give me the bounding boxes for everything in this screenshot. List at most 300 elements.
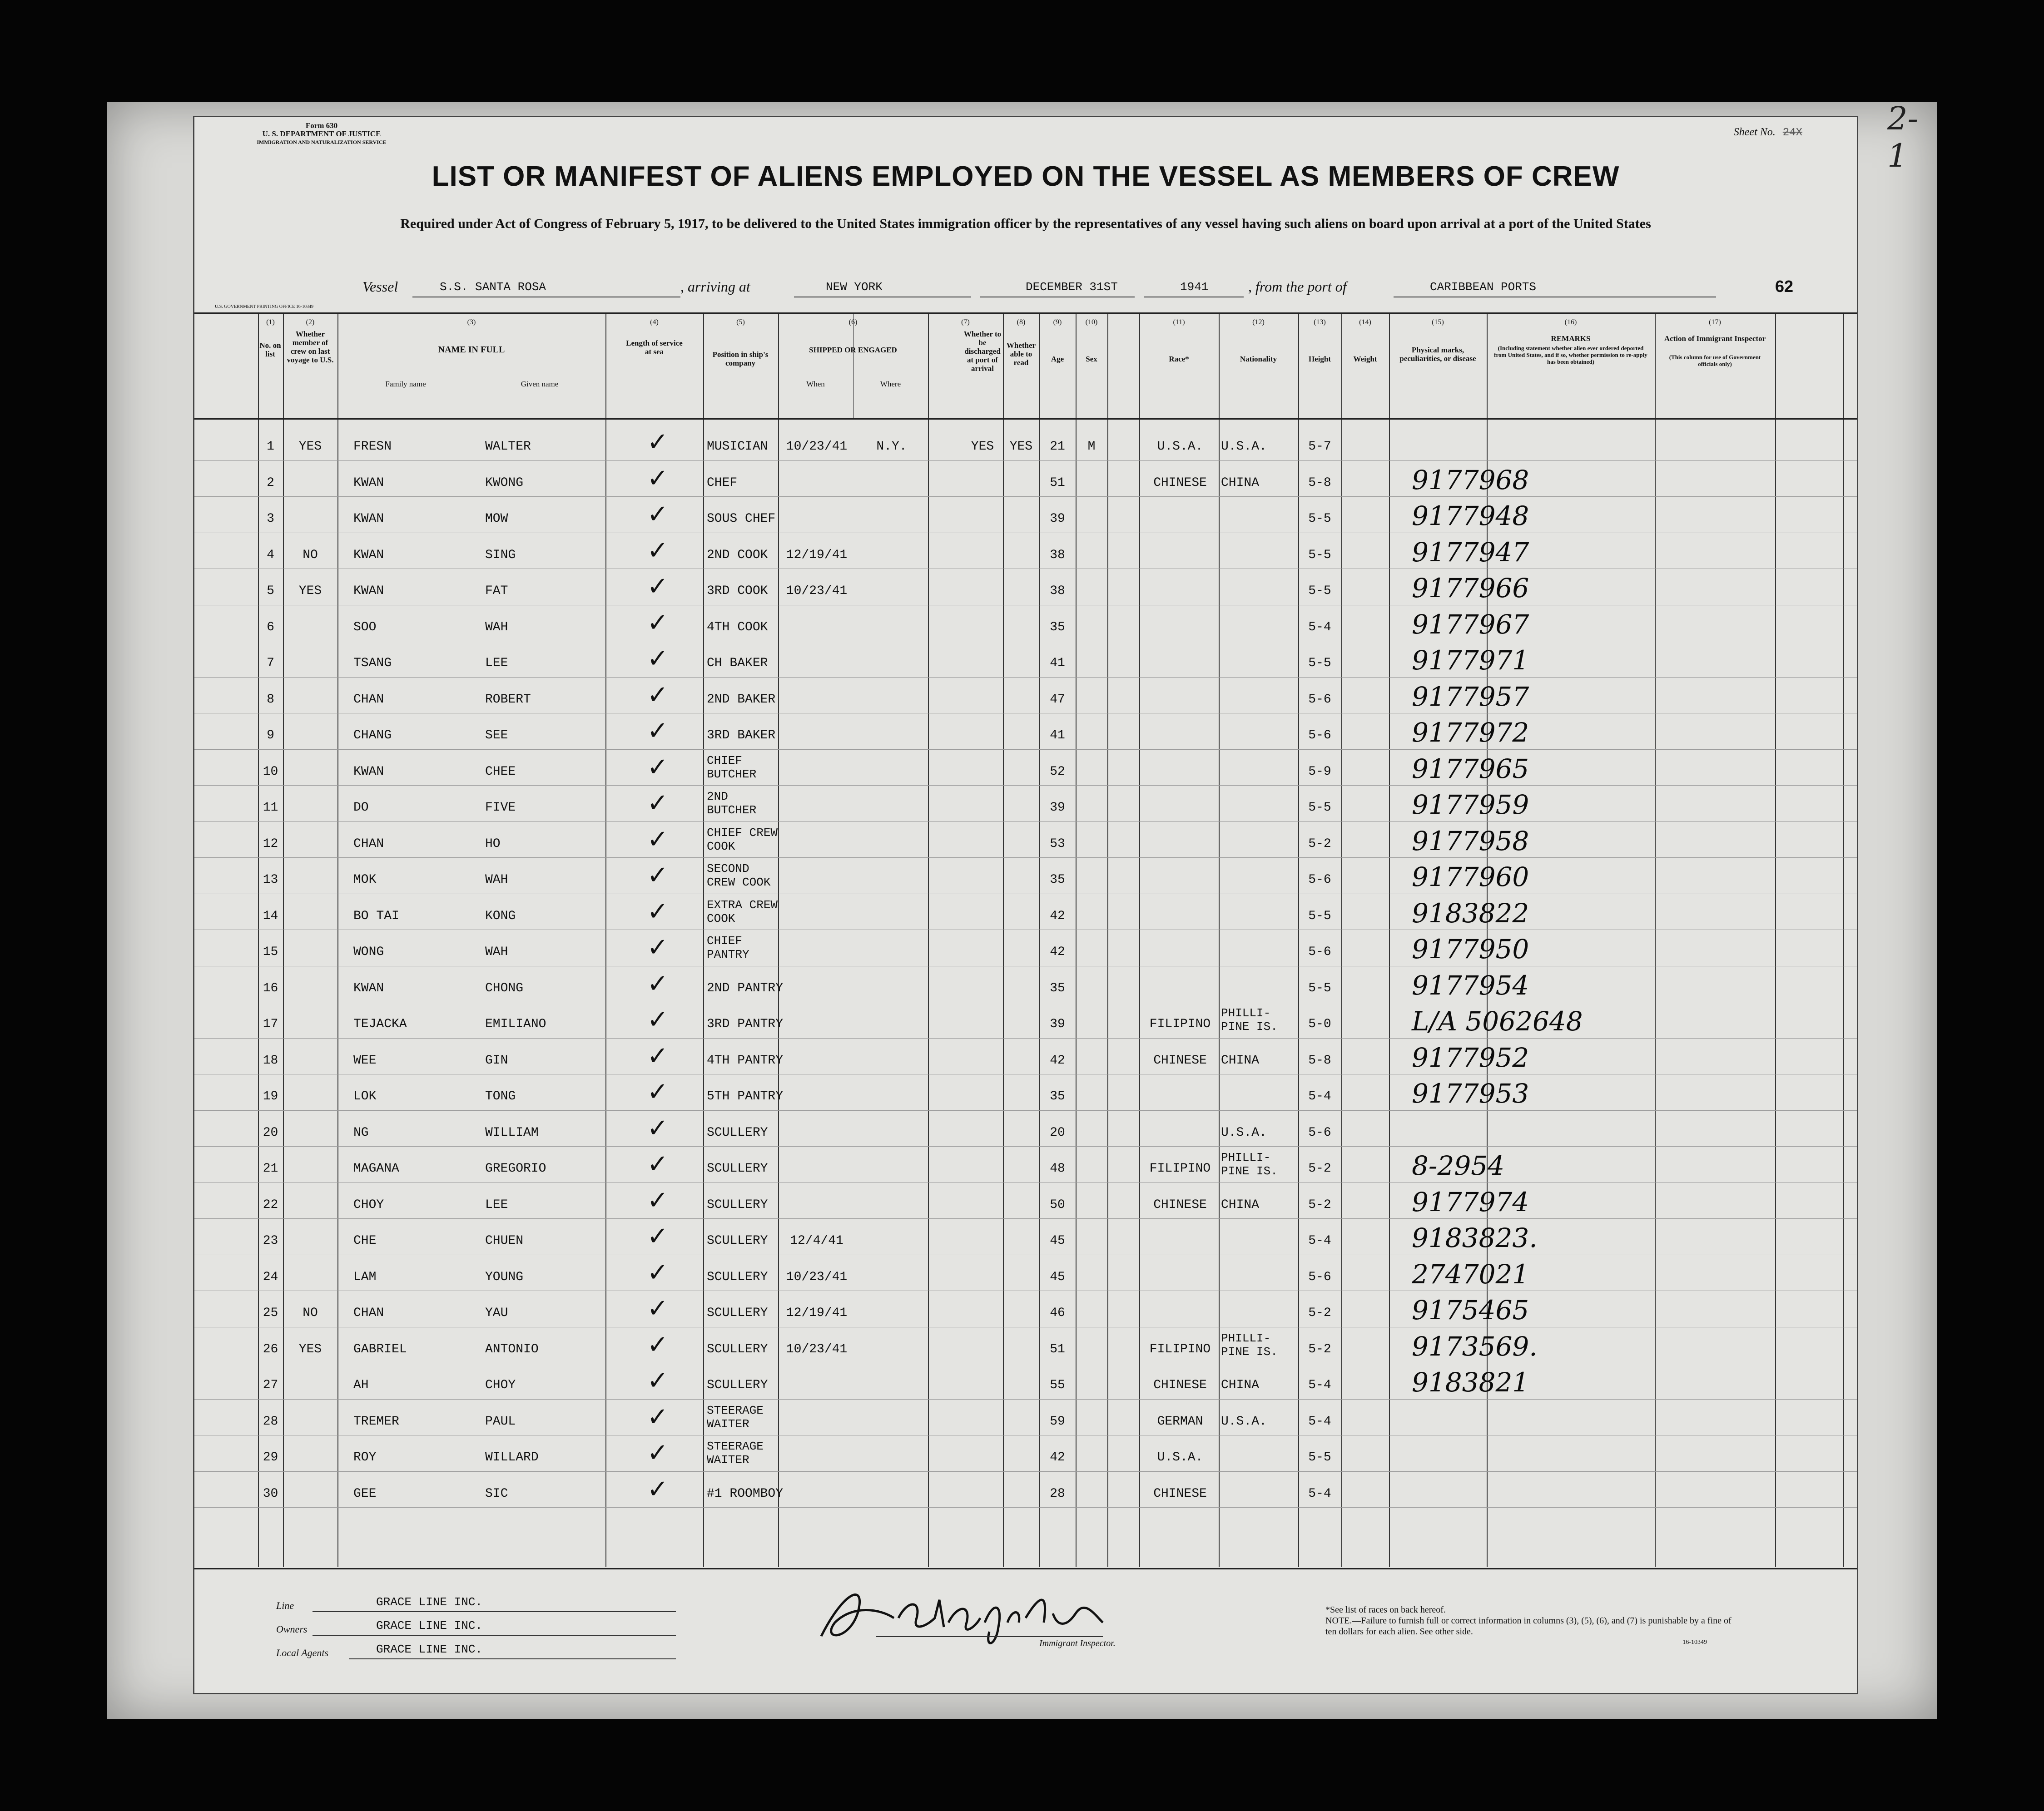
- position: SCULLERY: [707, 1306, 768, 1320]
- family-name: LOK: [353, 1089, 377, 1103]
- service-check: ✓: [647, 572, 669, 601]
- service-check: ✓: [647, 933, 669, 962]
- age: 45: [1050, 1270, 1065, 1284]
- table-row: [194, 1328, 1857, 1364]
- printer-note: U.S. GOVERNMENT PRINTING OFFICE 16-10349: [215, 304, 314, 309]
- service-check: ✓: [647, 644, 669, 673]
- given-name: WALTER: [485, 440, 531, 454]
- given-name: GREGORIO: [485, 1162, 546, 1176]
- remark-number: 9177950: [1412, 934, 1529, 965]
- row-number: 12: [263, 836, 278, 851]
- form-number: Form 630: [305, 121, 338, 130]
- crew-table: [194, 312, 1857, 1567]
- given-name: CHEE: [485, 764, 516, 779]
- age: 42: [1050, 909, 1065, 923]
- service-check: ✓: [647, 1330, 669, 1360]
- position: 3RD COOK: [707, 584, 768, 598]
- col-2-number: (2): [306, 318, 315, 326]
- position: CHIEF PANTRY: [707, 934, 749, 961]
- service-check: ✓: [647, 500, 669, 529]
- given-name: FAT: [485, 584, 508, 598]
- position: #1 ROOMBOY: [707, 1486, 784, 1501]
- given-name: SING: [485, 548, 516, 562]
- position: STEERAGE WAITER: [707, 1403, 764, 1431]
- table-row: [194, 1364, 1857, 1400]
- row-number: 23: [263, 1234, 278, 1248]
- row-number: 29: [263, 1450, 278, 1465]
- table-row: [194, 1003, 1857, 1039]
- sheet-label: Sheet No.: [1733, 126, 1776, 138]
- discharged: YES: [971, 440, 994, 454]
- table-row: [194, 967, 1857, 1003]
- nationality: U.S.A.: [1221, 1414, 1267, 1429]
- age: 39: [1050, 512, 1065, 526]
- table-row: [194, 569, 1857, 606]
- col-5-number: (5): [736, 318, 745, 326]
- row-number: 13: [263, 873, 278, 887]
- arrival-year: 1941: [1180, 280, 1209, 294]
- position: 2ND BAKER: [707, 692, 776, 707]
- from-port: CARIBBEAN PORTS: [1430, 280, 1537, 294]
- row-number: 26: [263, 1342, 278, 1356]
- page-title: LIST OR MANIFEST OF ALIENS EMPLOYED ON THE VESSEL AS MEMBERS OF CREW: [432, 161, 1620, 192]
- service-check: ✓: [647, 1222, 669, 1251]
- height: 5-8: [1308, 475, 1331, 490]
- age: 53: [1050, 836, 1065, 851]
- age: 42: [1050, 1053, 1065, 1068]
- row-number: 20: [263, 1125, 278, 1140]
- nationality: U.S.A.: [1221, 1125, 1267, 1140]
- col-8-number: (8): [1017, 318, 1026, 326]
- row-number: 6: [267, 620, 274, 634]
- col-13-header: Height: [1308, 355, 1331, 363]
- family-name: CHOY: [353, 1197, 384, 1212]
- row-number: 17: [263, 1017, 278, 1031]
- height: 5-2: [1308, 1306, 1331, 1320]
- family-name: ROY: [353, 1450, 377, 1465]
- height: 5-2: [1308, 1342, 1331, 1356]
- nationality: PHILLI-PINE IS.: [1221, 1331, 1278, 1359]
- height: 5-5: [1308, 1450, 1331, 1465]
- age: 35: [1050, 981, 1065, 995]
- given-name: WAH: [485, 620, 508, 634]
- row-number: 9: [267, 728, 274, 742]
- height: 5-5: [1308, 548, 1331, 562]
- shipped-when: 12/4/41: [790, 1234, 843, 1248]
- family-name: KWAN: [353, 764, 384, 779]
- height: 5-8: [1308, 1053, 1331, 1068]
- given-name: CHUEN: [485, 1234, 524, 1248]
- table-row: [194, 461, 1857, 498]
- col-2-header: Whether member of crew on last voyage to U.S.: [287, 330, 334, 364]
- service-check: ✓: [647, 608, 669, 638]
- height: 5-4: [1308, 1486, 1331, 1501]
- arriving-label: , arriving at: [680, 278, 750, 295]
- shipped-when: 10/23/41: [786, 1342, 848, 1356]
- able-to-read: YES: [1009, 440, 1033, 454]
- row-number: 8: [267, 692, 274, 707]
- height: 5-6: [1308, 1125, 1331, 1140]
- fine-note: NOTE.—Failure to furnish full or correct information in columns (3), (5), (6), and (7) is punishable by a fine of ten dollars for each alien. See other side.: [1325, 1616, 1731, 1637]
- row-number: 7: [267, 656, 274, 670]
- table-row: [194, 606, 1857, 642]
- position: 2ND BUTCHER: [707, 790, 757, 817]
- given-name: HO: [485, 836, 501, 851]
- service-check: ✓: [647, 680, 669, 710]
- height: 5-2: [1308, 1197, 1331, 1212]
- row-number: 21: [263, 1162, 278, 1176]
- service-check: ✓: [647, 1077, 669, 1107]
- given-name: EMILIANO: [485, 1017, 546, 1031]
- family-name: CHAN: [353, 692, 384, 707]
- table-row: [194, 1400, 1857, 1436]
- position: SCULLERY: [707, 1197, 768, 1212]
- given-name: LEE: [485, 656, 508, 670]
- age: 46: [1050, 1306, 1065, 1320]
- col-15-header: Physical marks, peculiarities, or disease: [1399, 346, 1476, 363]
- service-check: ✓: [647, 1366, 669, 1395]
- position: 4TH COOK: [707, 620, 768, 634]
- table-row: [194, 1075, 1857, 1111]
- remark-number: 9177965: [1412, 753, 1529, 784]
- position: 3RD BAKER: [707, 728, 776, 742]
- row-number: 2: [267, 475, 274, 490]
- col-9-number: (9): [1053, 318, 1062, 326]
- family-name: GABRIEL: [353, 1342, 407, 1356]
- position: 2ND COOK: [707, 548, 768, 562]
- position: 2ND PANTRY: [707, 981, 784, 995]
- inspector-label: Immigrant Inspector.: [1039, 1638, 1116, 1648]
- family-name: KWAN: [353, 981, 384, 995]
- height: 5-6: [1308, 873, 1331, 887]
- remark-number: 9177960: [1412, 861, 1529, 892]
- col-17-header: Action of Immigrant Inspector: [1664, 334, 1766, 343]
- sheet-number-field: [1734, 126, 1802, 139]
- position: STEERAGE WAITER: [707, 1440, 764, 1467]
- table-row: [194, 750, 1857, 787]
- family-name: KWAN: [353, 548, 384, 562]
- nationality: CHINA: [1221, 1197, 1260, 1212]
- position: CH BAKER: [707, 656, 768, 670]
- age: 51: [1050, 1342, 1065, 1356]
- col-16-header: REMARKS: [1551, 334, 1591, 343]
- family-name: KWAN: [353, 475, 384, 490]
- given-name: KONG: [485, 909, 516, 923]
- table-row: [194, 1183, 1857, 1220]
- family-name: NG: [353, 1125, 369, 1140]
- col-15-number: (15): [1432, 318, 1444, 326]
- remark-number: 9177971: [1412, 645, 1529, 676]
- family-name: TSANG: [353, 656, 392, 670]
- position: SCULLERY: [707, 1378, 768, 1392]
- col-5-header: Position in ship's company: [712, 350, 769, 367]
- arrival-date: DECEMBER 31ST: [1026, 280, 1118, 294]
- height: 5-6: [1308, 692, 1331, 707]
- given-name: ANTONIO: [485, 1342, 539, 1356]
- shipped-when: 10/23/41: [786, 440, 848, 454]
- sex: M: [1087, 440, 1096, 454]
- given-name: YOUNG: [485, 1270, 524, 1284]
- given-name: MOW: [485, 512, 508, 526]
- height: 5-5: [1308, 801, 1331, 815]
- table-row: [194, 1436, 1857, 1472]
- col-16-number: (16): [1564, 318, 1577, 326]
- col-6-header: SHIPPED OR ENGAGED: [809, 346, 897, 354]
- remark-number: 9183821: [1412, 1367, 1529, 1398]
- position: CHEF: [707, 475, 738, 490]
- col-10-number: (10): [1085, 318, 1098, 326]
- row-number: 3: [267, 512, 274, 526]
- position: SCULLERY: [707, 1342, 768, 1356]
- col-1-number: (1): [266, 318, 275, 326]
- department-name: U. S. DEPARTMENT OF JUSTICE: [262, 129, 381, 138]
- table-row: [194, 497, 1857, 534]
- col-17-number: (17): [1709, 318, 1721, 326]
- last-voyage: NO: [303, 548, 318, 562]
- row-number: 10: [263, 764, 278, 779]
- given-name: WAH: [485, 873, 508, 887]
- table-row: [194, 1147, 1857, 1183]
- race: U.S.A.: [1157, 1450, 1203, 1465]
- remark-number: 9177952: [1412, 1042, 1529, 1073]
- row-number: 24: [263, 1270, 278, 1284]
- col-3-header: NAME IN FULL: [438, 345, 505, 355]
- table-row: [194, 1256, 1857, 1292]
- col-14-number: (14): [1359, 318, 1371, 326]
- row-number: 4: [267, 548, 274, 562]
- manifest-page: [107, 102, 1937, 1719]
- remark-number: 9175465: [1412, 1295, 1529, 1326]
- table-row: [194, 1039, 1857, 1075]
- given-name: WAH: [485, 945, 508, 959]
- height: 5-5: [1308, 981, 1331, 995]
- remark-number: 9173569.: [1412, 1331, 1538, 1362]
- family-name: SOO: [353, 620, 377, 634]
- service-check: ✓: [647, 1294, 669, 1323]
- age: 35: [1050, 620, 1065, 634]
- height: 5-4: [1308, 1089, 1331, 1103]
- nationality: CHINA: [1221, 1378, 1260, 1392]
- remark-number: 9177959: [1412, 789, 1529, 820]
- height: 5-0: [1308, 1017, 1331, 1031]
- table-row: [194, 1472, 1857, 1509]
- race: FILIPINO: [1149, 1342, 1211, 1356]
- age: 55: [1050, 1378, 1065, 1392]
- given-name: PAUL: [485, 1414, 516, 1429]
- row-number: 16: [263, 981, 278, 995]
- family-name: KWAN: [353, 512, 384, 526]
- row-number: 15: [263, 945, 278, 959]
- service-check: ✓: [647, 716, 669, 746]
- service-check: ✓: [647, 1257, 669, 1287]
- owners-label: Owners: [276, 1623, 308, 1635]
- family-name: FRESN: [353, 440, 392, 454]
- given-name: GIN: [485, 1053, 508, 1068]
- remark-number: 9177967: [1412, 609, 1529, 640]
- service-check: ✓: [647, 1402, 669, 1432]
- age: 20: [1050, 1125, 1065, 1140]
- age: 38: [1050, 548, 1065, 562]
- table-row: [194, 895, 1857, 931]
- given-name: TONG: [485, 1089, 516, 1103]
- remark-number: 9183822: [1412, 897, 1529, 929]
- race: FILIPINO: [1149, 1162, 1211, 1176]
- sheet-value: 24X: [1782, 127, 1802, 139]
- family-name: GEE: [353, 1486, 377, 1501]
- position: SCULLERY: [707, 1125, 768, 1140]
- remark-number: 9183823.: [1412, 1222, 1538, 1253]
- last-voyage: NO: [303, 1306, 318, 1320]
- service-check: ✓: [647, 1185, 669, 1215]
- height: 5-2: [1308, 836, 1331, 851]
- given-name: WILLIAM: [485, 1125, 539, 1140]
- family-name: KWAN: [353, 584, 384, 598]
- race: CHINESE: [1153, 1053, 1207, 1068]
- age: 51: [1050, 475, 1065, 490]
- nationality: U.S.A.: [1221, 440, 1267, 454]
- race: GERMAN: [1157, 1414, 1203, 1429]
- table-row: [194, 1291, 1857, 1328]
- family-name: TEJACKA: [353, 1017, 407, 1031]
- last-voyage: YES: [298, 1342, 322, 1356]
- height: 5-2: [1308, 1162, 1331, 1176]
- nationality: PHILLI-PINE IS.: [1221, 1151, 1278, 1178]
- remark-number: 9177947: [1412, 536, 1529, 568]
- height: 5-5: [1308, 909, 1331, 923]
- col-3-number: (3): [467, 318, 476, 326]
- form-header: [208, 122, 435, 146]
- family-name: WONG: [353, 945, 384, 959]
- shipped-when: 12/19/41: [786, 548, 848, 562]
- shipped-where: N.Y.: [876, 440, 907, 454]
- given-name: ROBERT: [485, 692, 531, 707]
- col-12-header: Nationality: [1240, 355, 1277, 363]
- agents-value: GRACE LINE INC.: [376, 1643, 483, 1656]
- shipped-when: 10/23/41: [786, 584, 848, 598]
- row-number: 11: [263, 801, 278, 815]
- row-number: 18: [263, 1053, 278, 1068]
- manifest-footer: [194, 1568, 1857, 1691]
- service-check: ✓: [647, 1041, 669, 1071]
- age: 59: [1050, 1414, 1065, 1429]
- family-name: WEE: [353, 1053, 377, 1068]
- table-row: [194, 858, 1857, 895]
- col-4-header: Length of service at sea: [626, 339, 683, 356]
- nationality: CHINA: [1221, 475, 1260, 490]
- position: SOUS CHEF: [707, 512, 776, 526]
- family-name: DO: [353, 801, 369, 815]
- from-port-label: , from the port of: [1248, 278, 1347, 295]
- height: 5-6: [1308, 728, 1331, 742]
- position: SCULLERY: [707, 1270, 768, 1284]
- footer-notes: [1325, 1604, 1734, 1648]
- sheet-number: 62: [1775, 277, 1794, 296]
- nationality: PHILLI-PINE IS.: [1221, 1006, 1278, 1034]
- age: 50: [1050, 1197, 1065, 1212]
- last-voyage: YES: [298, 440, 322, 454]
- table-row: [194, 930, 1857, 967]
- col-11-header: Race*: [1169, 355, 1189, 363]
- table-row: [194, 822, 1857, 859]
- given-name: LEE: [485, 1197, 508, 1212]
- vessel-label: Vessel: [362, 278, 398, 295]
- given-name: WILLARD: [485, 1450, 539, 1465]
- family-name: CHAN: [353, 836, 384, 851]
- race: U.S.A.: [1157, 440, 1203, 454]
- age: 45: [1050, 1234, 1065, 1248]
- service-check: ✓: [647, 1474, 669, 1504]
- remark-number: 9177948: [1412, 500, 1529, 531]
- age: 28: [1050, 1486, 1065, 1501]
- family-name: MOK: [353, 873, 377, 887]
- shipped-when: 10/23/41: [786, 1270, 848, 1284]
- form-sheet: [193, 116, 1858, 1694]
- service-check: ✓: [647, 535, 669, 565]
- row-number: 28: [263, 1414, 278, 1429]
- row-number: 1: [267, 440, 274, 454]
- arriving-port: NEW YORK: [826, 280, 883, 294]
- remark-number: 9177957: [1412, 681, 1529, 712]
- service-check: ✓: [647, 1149, 669, 1179]
- service-check: ✓: [647, 752, 669, 782]
- line-value: GRACE LINE INC.: [376, 1595, 483, 1609]
- remark-number: 9177974: [1412, 1186, 1529, 1217]
- position: CHIEF BUTCHER: [707, 753, 757, 781]
- height: 5-7: [1308, 440, 1331, 454]
- age: 47: [1050, 692, 1065, 707]
- remark-number: 9177968: [1412, 464, 1529, 495]
- family-name: MAGANA: [353, 1162, 399, 1176]
- row-number: 30: [263, 1486, 278, 1501]
- table-row: [194, 1111, 1857, 1148]
- given-name: YAU: [485, 1306, 508, 1320]
- service-name: IMMIGRATION AND NATURALIZATION SERVICE: [257, 139, 387, 145]
- position: EXTRA CREW COOK: [707, 898, 778, 925]
- col-9-header: Age: [1051, 355, 1064, 363]
- race: CHINESE: [1153, 1197, 1207, 1212]
- service-check: ✓: [647, 788, 669, 818]
- remark-number: L/A 5062648: [1412, 1006, 1583, 1037]
- height: 5-5: [1308, 512, 1331, 526]
- service-check: ✓: [647, 824, 669, 854]
- age: 42: [1050, 945, 1065, 959]
- remark-number: 9177972: [1412, 717, 1529, 748]
- col-14-header: Weight: [1353, 355, 1377, 363]
- col-1-header: No. on list: [259, 341, 281, 358]
- race: CHINESE: [1153, 1378, 1207, 1392]
- row-number: 19: [263, 1089, 278, 1103]
- age: 48: [1050, 1162, 1065, 1176]
- col-3b-header: Given name: [521, 380, 559, 388]
- remark-number: 8-2954: [1412, 1150, 1505, 1181]
- service-check: ✓: [647, 463, 669, 493]
- age: 35: [1050, 873, 1065, 887]
- age: 39: [1050, 1017, 1065, 1031]
- vessel-line: [362, 278, 1816, 301]
- position: 4TH PANTRY: [707, 1053, 784, 1068]
- row-number: 27: [263, 1378, 278, 1392]
- position: SECOND CREW COOK: [707, 862, 771, 889]
- age: 21: [1050, 440, 1065, 454]
- service-check: ✓: [647, 896, 669, 926]
- given-name: CHONG: [485, 981, 524, 995]
- given-name: SIC: [485, 1486, 508, 1501]
- service-check: ✓: [647, 969, 669, 999]
- table-row: [194, 642, 1857, 678]
- form-code: 16-10349: [1682, 1639, 1707, 1646]
- corner-mark: 2-1: [1887, 100, 1919, 174]
- family-name: BO TAI: [353, 909, 399, 923]
